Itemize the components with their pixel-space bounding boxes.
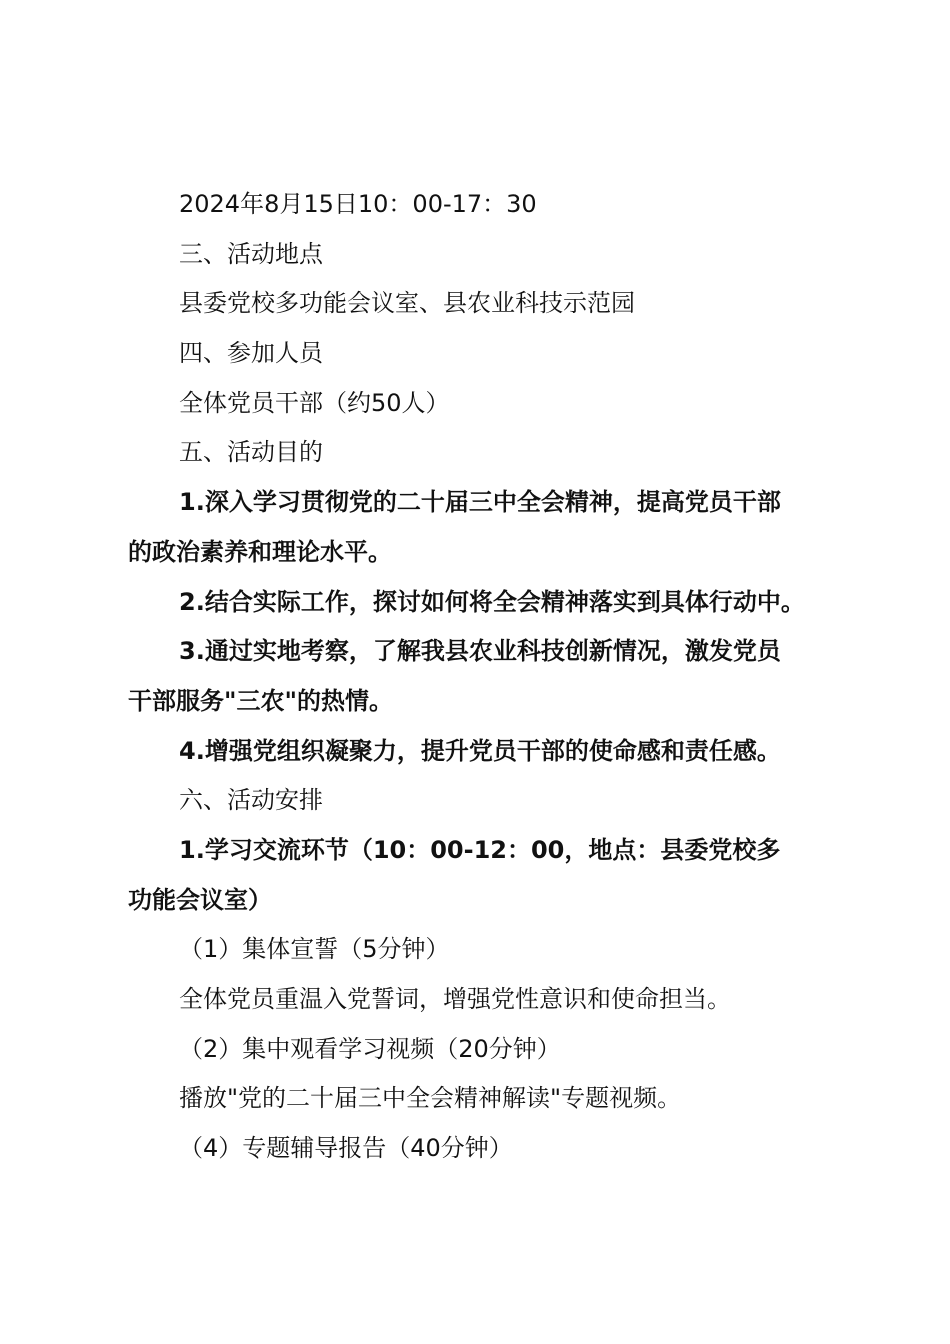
section-heading-participants: 四、参加人员 (179, 339, 323, 368)
purpose-item-1-line-1: 1.深入学习贯彻党的二十届三中全会精神，提高党员干部 (179, 488, 781, 517)
schedule-subitem-oath-desc: 全体党员重温入党誓词，增强党性意识和使命担当。 (179, 985, 731, 1013)
purpose-item-3-line-2: 干部服务"三农"的热情。 (128, 686, 394, 715)
purpose-item-4: 4.增强党组织凝聚力，提升党员干部的使命感和责任感。 (179, 736, 781, 765)
event-location: 县委党校多功能会议室、县农业科技示范园 (179, 289, 635, 318)
schedule-item-1-line-1: 1.学习交流环节（10：00-12：00，地点：县委党校多 (179, 835, 781, 864)
purpose-item-3-line-1: 3.通过实地考察，了解我县农业科技创新情况，激发党员 (179, 637, 781, 666)
section-heading-schedule: 六、活动安排 (179, 786, 323, 815)
event-participants: 全体党员干部（约50人） (179, 388, 450, 417)
purpose-item-1-line-2: 的政治素养和理论水平。 (128, 537, 392, 566)
schedule-subitem-video: （2）集中观看学习视频（20分钟） (179, 1034, 561, 1063)
section-heading-purpose: 五、活动目的 (179, 438, 323, 467)
schedule-item-1-line-2: 功能会议室） (128, 885, 272, 914)
schedule-subitem-report: （4）专题辅导报告（40分钟） (179, 1134, 513, 1163)
event-time: 2024年8月15日10：00-17：30 (179, 190, 537, 218)
section-heading-location: 三、活动地点 (179, 239, 323, 268)
document-page (128, 180, 834, 1174)
schedule-subitem-oath: （1）集体宣誓（5分钟） (179, 935, 450, 964)
schedule-subitem-video-desc: 播放"党的二十届三中全会精神解读"专题视频。 (179, 1084, 682, 1113)
purpose-item-2: 2.结合实际工作，探讨如何将全会精神落实到具体行动中。 (179, 587, 805, 616)
